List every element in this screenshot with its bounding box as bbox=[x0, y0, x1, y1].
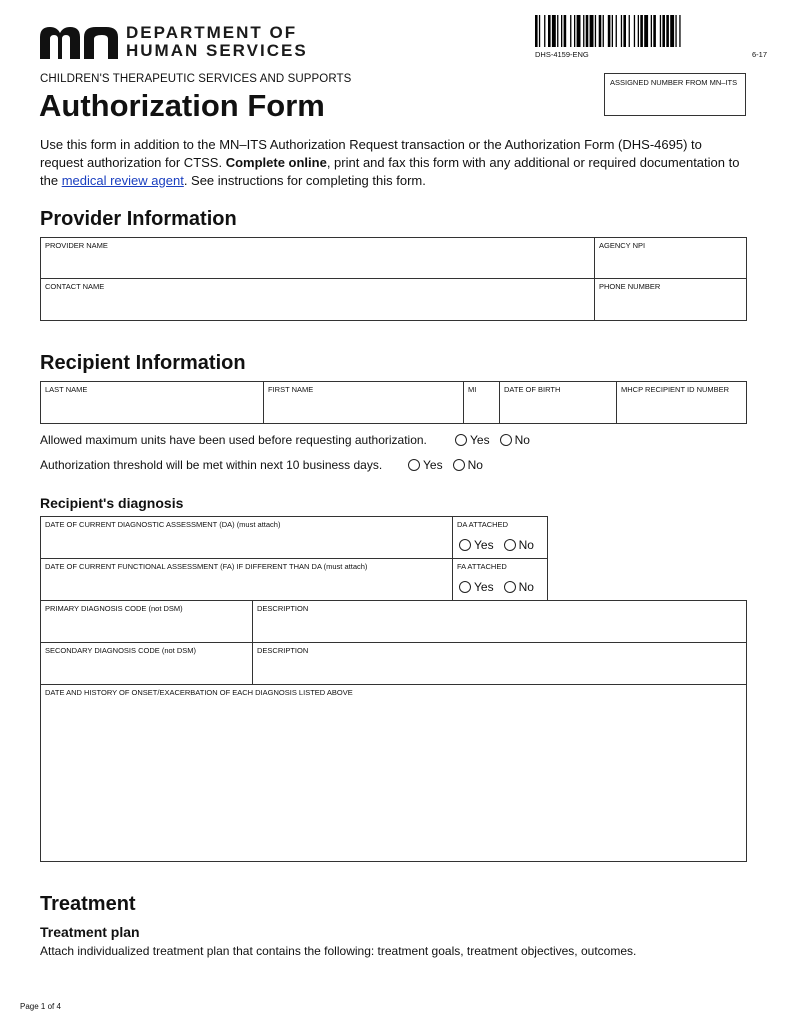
radio-circle-icon bbox=[453, 459, 465, 471]
last-name-label: LAST NAME bbox=[45, 385, 88, 394]
radio-no-label: No bbox=[467, 458, 483, 472]
intro-text-3: . See instructions for completing this form. bbox=[183, 173, 426, 188]
max-units-question bbox=[40, 433, 427, 447]
max-units-radio-group bbox=[455, 433, 540, 447]
intro-text-2: , print and fax this form with any additional or required documentation to the bbox=[40, 155, 740, 188]
treatment-plan-heading: Treatment plan bbox=[40, 924, 140, 940]
last-name-field[interactable] bbox=[40, 381, 264, 424]
primary-code-field[interactable] bbox=[40, 600, 253, 643]
radio-no-label: No bbox=[518, 580, 534, 594]
fa-attached-no-radio[interactable] bbox=[504, 580, 534, 594]
radio-yes-label: Yes bbox=[474, 538, 494, 552]
assigned-number-field[interactable] bbox=[604, 73, 746, 116]
revision-date: 6-17 bbox=[752, 50, 768, 59]
assigned-number-label: ASSIGNED NUMBER FROM MN–ITS bbox=[610, 78, 738, 87]
radio-circle-icon bbox=[459, 581, 471, 593]
threshold-question bbox=[40, 458, 382, 472]
agency-line-1: DEPARTMENT OF bbox=[126, 23, 298, 42]
first-name-field[interactable] bbox=[263, 381, 464, 424]
radio-circle-icon bbox=[408, 459, 420, 471]
max-units-text: Allowed maximum units have been used before requesting authorization. bbox=[40, 433, 427, 447]
treatment-heading: Treatment bbox=[40, 893, 136, 915]
threshold-no-radio[interactable] bbox=[453, 458, 483, 472]
radio-yes-label: Yes bbox=[423, 458, 443, 472]
da-date-field[interactable] bbox=[40, 516, 453, 559]
radio-circle-icon bbox=[504, 581, 516, 593]
radio-circle-icon bbox=[504, 539, 516, 551]
fa-date-label: DATE OF CURRENT FUNCTIONAL ASSESSMENT (FA) IF DIFFERENT THAN DA (must attach) bbox=[45, 562, 368, 571]
threshold-text: Authorization threshold will be met within next 10 business days. bbox=[40, 458, 383, 472]
provider-name-label: PROVIDER NAME bbox=[45, 241, 108, 250]
da-date-label: DATE OF CURRENT DIAGNOSTIC ASSESSMENT (DA) (must attach) bbox=[45, 520, 281, 529]
primary-description-label: DESCRIPTION bbox=[257, 604, 309, 613]
secondary-description-field[interactable] bbox=[252, 642, 747, 685]
mi-field[interactable] bbox=[463, 381, 500, 424]
provider-heading: Provider Information bbox=[40, 208, 237, 230]
provider-name-field[interactable] bbox=[40, 237, 595, 279]
intro-bold: Complete online bbox=[225, 155, 327, 170]
fa-attached-radio-group bbox=[459, 580, 544, 594]
barcode-icon bbox=[535, 15, 771, 47]
mhcp-id-field[interactable] bbox=[616, 381, 747, 424]
da-attached-label: DA ATTACHED bbox=[457, 520, 508, 529]
page-title: Authorization Form bbox=[39, 88, 325, 123]
agency-name bbox=[126, 24, 308, 60]
secondary-code-label: SECONDARY DIAGNOSIS CODE (not DSM) bbox=[45, 646, 197, 655]
agency-line-2: HUMAN SERVICES bbox=[126, 41, 308, 60]
program-name: CHILDREN'S THERAPEUTIC SERVICES AND SUPPORTS bbox=[40, 73, 352, 85]
max-units-no-radio[interactable] bbox=[500, 433, 530, 447]
agency-npi-field[interactable] bbox=[594, 237, 747, 279]
radio-circle-icon bbox=[500, 434, 512, 446]
intro-text-1: Use this form in addition to the MN–ITS Authorization Request transaction or the Authorization Form (DHS-4695) to request authorization for CTSS. bbox=[40, 137, 702, 170]
diagnosis-history-field[interactable] bbox=[40, 684, 747, 862]
phone-number-field[interactable] bbox=[594, 278, 747, 321]
page-number: Page 1 of 4 bbox=[20, 1002, 61, 1011]
mn-logo-icon bbox=[40, 27, 118, 59]
dob-label: DATE OF BIRTH bbox=[504, 385, 561, 394]
da-attached-field bbox=[452, 516, 548, 559]
radio-no-label: No bbox=[518, 538, 534, 552]
primary-description-field[interactable] bbox=[252, 600, 747, 643]
threshold-yes-radio[interactable] bbox=[408, 458, 443, 472]
radio-yes-label: Yes bbox=[474, 580, 494, 594]
recipient-heading: Recipient Information bbox=[40, 352, 246, 374]
primary-code-label: PRIMARY DIAGNOSIS CODE (not DSM) bbox=[45, 604, 183, 613]
threshold-radio-group bbox=[408, 458, 493, 472]
treatment-plan-text: Attach individualized treatment plan that contains the following: treatment goals, treatment objectives, outcomes. bbox=[40, 944, 637, 958]
radio-no-label: No bbox=[514, 433, 530, 447]
da-attached-no-radio[interactable] bbox=[504, 538, 534, 552]
radio-yes-label: Yes bbox=[470, 433, 490, 447]
radio-circle-icon bbox=[459, 539, 471, 551]
fa-date-field[interactable] bbox=[40, 558, 453, 601]
contact-name-field[interactable] bbox=[40, 278, 595, 321]
secondary-code-field[interactable] bbox=[40, 642, 253, 685]
fa-attached-yes-radio[interactable] bbox=[459, 580, 494, 594]
form-number: DHS-4159-ENG bbox=[535, 50, 589, 59]
max-units-yes-radio[interactable] bbox=[455, 433, 490, 447]
radio-circle-icon bbox=[455, 434, 467, 446]
phone-number-label: PHONE NUMBER bbox=[599, 282, 661, 291]
da-attached-radio-group bbox=[459, 538, 544, 552]
dob-field[interactable] bbox=[499, 381, 617, 424]
fa-attached-label: FA ATTACHED bbox=[457, 562, 507, 571]
medical-review-agent-link[interactable]: medical review agent bbox=[61, 173, 184, 188]
mi-label: MI bbox=[468, 385, 477, 394]
intro-paragraph bbox=[40, 136, 740, 190]
diagnosis-heading: Recipient's diagnosis bbox=[40, 495, 184, 511]
diagnosis-history-label: DATE AND HISTORY OF ONSET/EXACERBATION OF EACH DIAGNOSIS LISTED ABOVE bbox=[45, 688, 353, 697]
first-name-label: FIRST NAME bbox=[268, 385, 314, 394]
contact-name-label: CONTACT NAME bbox=[45, 282, 105, 291]
secondary-description-label: DESCRIPTION bbox=[257, 646, 309, 655]
fa-attached-field bbox=[452, 558, 548, 601]
agency-npi-label: AGENCY NPI bbox=[599, 241, 646, 250]
da-attached-yes-radio[interactable] bbox=[459, 538, 494, 552]
mhcp-id-label: MHCP RECIPIENT ID NUMBER bbox=[621, 385, 730, 394]
